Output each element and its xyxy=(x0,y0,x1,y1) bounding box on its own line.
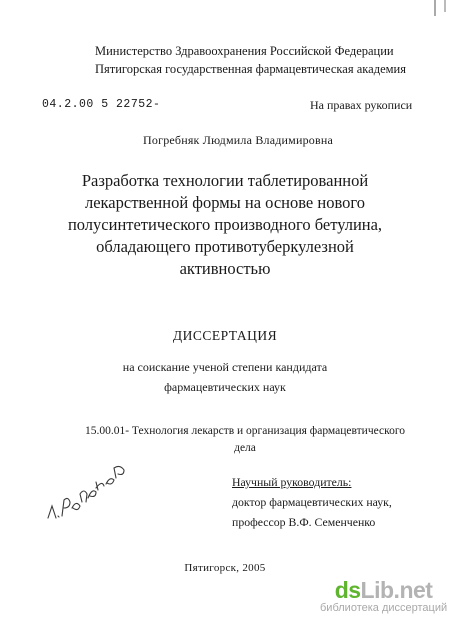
author-name: Погребняк Людмила Владимировна xyxy=(143,133,333,147)
watermark-subtitle: библиотека диссертаций xyxy=(320,602,448,614)
logo-ds: ds xyxy=(334,577,361,603)
rights-note: На правах рукописи xyxy=(310,98,413,112)
degree-line: фармацевтических наук xyxy=(164,380,286,394)
advisor-name: профессор В.Ф. Семенченко xyxy=(232,515,376,529)
scan-marks xyxy=(300,0,450,20)
specialty: 15.00.01- Технология лекарств и организация фармацевтического дела xyxy=(84,425,406,454)
city-year: Пятигорск, 2005 xyxy=(184,562,266,574)
scientific-advisor xyxy=(232,472,392,532)
logo-dot: . xyxy=(393,577,400,603)
title-line: обладающего противотуберкулезной xyxy=(96,237,354,256)
logo-net: net xyxy=(399,577,433,603)
document-type: ДИССЕРТАЦИЯ xyxy=(172,328,278,343)
advisor-degree: доктор фармацевтических наук, xyxy=(232,495,392,509)
title-line: активностью xyxy=(179,259,271,278)
academy-name: Пятигорская государственная фармацевтическая академия xyxy=(95,62,406,76)
title-line: Разработка технологии таблетированной xyxy=(81,171,369,190)
advisor-label: Научный руководитель: xyxy=(232,475,352,489)
title-line: полусинтетического производного бетулина, xyxy=(67,215,383,234)
degree-line: на соискание ученой степени кандидата xyxy=(122,360,328,374)
dslib-watermark[interactable] xyxy=(320,577,447,614)
logo-lib: Lib xyxy=(360,577,394,603)
institution-header xyxy=(95,42,406,78)
dissertation-title xyxy=(0,170,450,280)
degree-statement xyxy=(0,357,450,397)
registry-code: 04.2.00 5 22752- xyxy=(42,98,161,111)
author-signature xyxy=(40,458,135,528)
title-line: лекарственной формы на основе нового xyxy=(84,193,365,212)
ministry-name: Министерство Здравоохранения Российской Федерации xyxy=(95,44,394,58)
dslib-logo[interactable] xyxy=(320,577,447,604)
